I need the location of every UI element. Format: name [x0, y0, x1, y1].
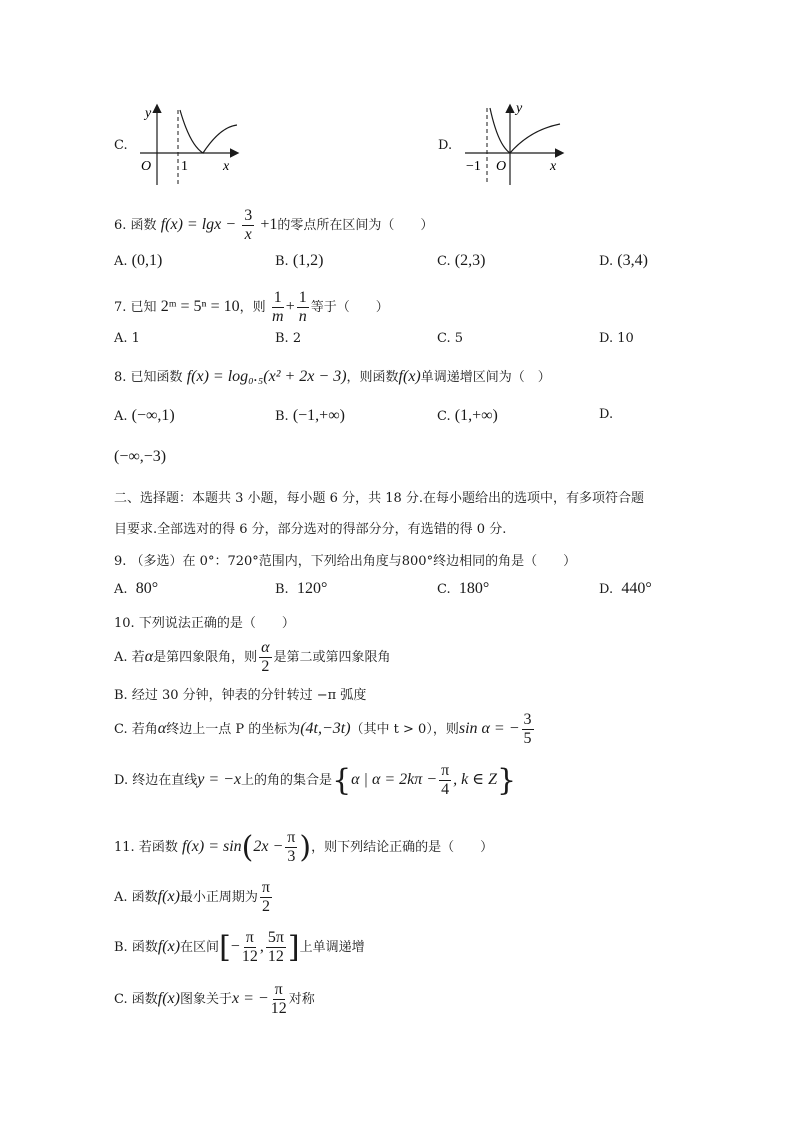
q9-option-a: A. 80°: [114, 580, 159, 597]
question-9: [114, 550, 576, 569]
q7-option-a: A. 1: [114, 331, 140, 346]
q10-option-b: B. 经过 30 分钟，钟表的分针转过 −π 弧度: [114, 688, 367, 703]
question-10: [114, 612, 295, 631]
q9-number: 9.: [114, 554, 127, 569]
graph-c-x-label: x: [223, 159, 230, 174]
q8-option-d-label: D.: [599, 407, 614, 422]
q7-expr: 2ᵐ = 5ⁿ = 10: [160, 298, 240, 315]
q9-option-c: C. 180°: [437, 580, 490, 597]
q9-option-d: D. 440°: [599, 580, 652, 597]
q6-option-b: B. (1,2): [275, 252, 324, 269]
q7-mid: ，则: [239, 300, 266, 315]
q8-option-b: B. (−1,+∞): [275, 407, 345, 424]
graph-c-label: C.: [114, 138, 128, 153]
graph-c: [135, 100, 245, 190]
q10-c-fraction: $\frac{3}{5}$: [523, 711, 532, 747]
q11-fraction: $\frac{\pi}{3}$: [287, 829, 296, 865]
q11-expr-a: f(x) = sin: [181, 838, 242, 855]
section-2-line-1: 二、选择题：本题共 3 小题，每小题 6 分，共 18 分.在每小题给出的选项中，有多项符合题: [114, 491, 645, 506]
graph-d: [460, 100, 570, 190]
q6-fraction: $\frac{3}{x}$: [244, 207, 253, 243]
q9-stem: （多选）在 0°：720°范围内，下列给出角度与800°终边相同的角是（ ）: [130, 554, 577, 569]
graph-d-label: D.: [438, 138, 453, 153]
q7-fraction-1: $\frac{1}{m}$: [271, 289, 284, 325]
q8-fx: f(x): [398, 368, 421, 385]
q8-prefix: 已知函数: [130, 370, 183, 385]
q7-prefix: 已知: [130, 300, 157, 315]
q7-number: 7.: [114, 300, 127, 315]
q6-expr-a: f(x) = lgx −: [160, 216, 237, 233]
q11-inner: 2x −: [253, 838, 284, 855]
q11-a-fraction: $\frac{\pi}{2}$: [261, 879, 270, 915]
q7-option-c: C. 5: [437, 331, 464, 346]
q6-number: 6.: [114, 218, 127, 233]
graph-d-tick: −1: [466, 159, 481, 174]
q8-option-a: A. (−∞,1): [114, 407, 175, 424]
question-8: [114, 366, 551, 386]
q6-prefix: 函数: [130, 218, 157, 233]
q6-expr-b: +1: [260, 216, 278, 233]
q6-option-c: C. (2,3): [437, 252, 486, 269]
q6-option-d: D. (3,4): [599, 252, 648, 269]
graph-d-origin: O: [496, 159, 507, 174]
q10-option-c: C. 若角α终边上一点 P 的坐标为(4t,−3t)（其中 t > 0），则sin α = − $\frac{3}{5}$: [114, 711, 532, 747]
q11-option-a: A. 函数f(x)最小正周期为 $\frac{\pi}{2}$: [114, 879, 270, 915]
q7-option-b: B. 2: [275, 331, 302, 346]
q10-a-fraction: $\frac{\alpha}{2}$: [261, 639, 270, 675]
q11-prefix: 若函数: [138, 840, 178, 855]
graph-c-y-label: y: [145, 106, 152, 121]
q9-option-b: B. 120°: [275, 580, 328, 597]
q6-suffix: 的零点所在区间为（ ）: [277, 218, 434, 233]
q7-fraction-2: $\frac{1}{n}$: [298, 289, 307, 325]
q11-b-fraction-2: $\frac{5\pi}{12}$: [267, 929, 284, 965]
q8-mid: ，则函数: [346, 370, 399, 385]
q10-number: 10.: [114, 616, 135, 631]
q8-expr: f(x) = log₀.₅(x² + 2x − 3): [186, 368, 347, 385]
q10-d-fraction: $\frac{\pi}{4}$: [441, 762, 450, 798]
q8-option-c: C. (1,+∞): [437, 407, 498, 424]
q11-option-b: B. 函数f(x)在区间[− $\frac{\pi}{12}$ , $\frac{5\pi}{12}$ ]上单调递增: [114, 929, 365, 965]
question-11: 11. 若函数 f(x) = sin(2x − $\frac{\pi}{3}$ )，则下列结论正确的是（ ）: [114, 829, 494, 865]
q10-option-d: D. 终边在直线y = −x上的角的集合是{α | α = 2kπ − $\frac{\pi}{4}$ , k ∈ Z}: [114, 762, 517, 798]
graph-c-tick: 1: [181, 159, 188, 174]
q7-suffix: 等于（ ）: [310, 300, 389, 315]
q8-option-d-value: (−∞,−3): [114, 448, 167, 465]
q11-option-c: C. 函数f(x)图象关于x = − $\frac{\pi}{12}$ 对称: [114, 981, 315, 1017]
q8-number: 8.: [114, 370, 127, 385]
q8-suffix: 单调递增区间为（ ）: [420, 370, 551, 385]
q7-option-d: D. 10: [599, 331, 634, 346]
section-2-line-2: 目要求.全部选对的得 6 分，部分选对的得部分分，有选错的得 0 分.: [114, 522, 507, 537]
q7-plus: +: [285, 298, 295, 315]
q11-suffix: ，则下列结论正确的是（ ）: [311, 840, 494, 855]
q10-stem: 下列说法正确的是（ ）: [138, 616, 295, 631]
q6-option-a: A. (0,1): [114, 252, 163, 269]
q11-number: 11.: [114, 840, 135, 855]
question-7: [114, 290, 389, 325]
q10-option-a: A. 若α是第四象限角，则 $\frac{\alpha}{2}$ 是第二或第四象限角: [114, 639, 391, 675]
question-6: [114, 208, 433, 243]
graph-d-y-label: y: [516, 101, 523, 116]
graph-c-origin: O: [141, 159, 152, 174]
q11-c-fraction: $\frac{\pi}{12}$: [270, 981, 287, 1017]
graph-d-x-label: x: [550, 159, 557, 174]
q11-b-fraction-1: $\frac{\pi}{12}$: [241, 929, 258, 965]
